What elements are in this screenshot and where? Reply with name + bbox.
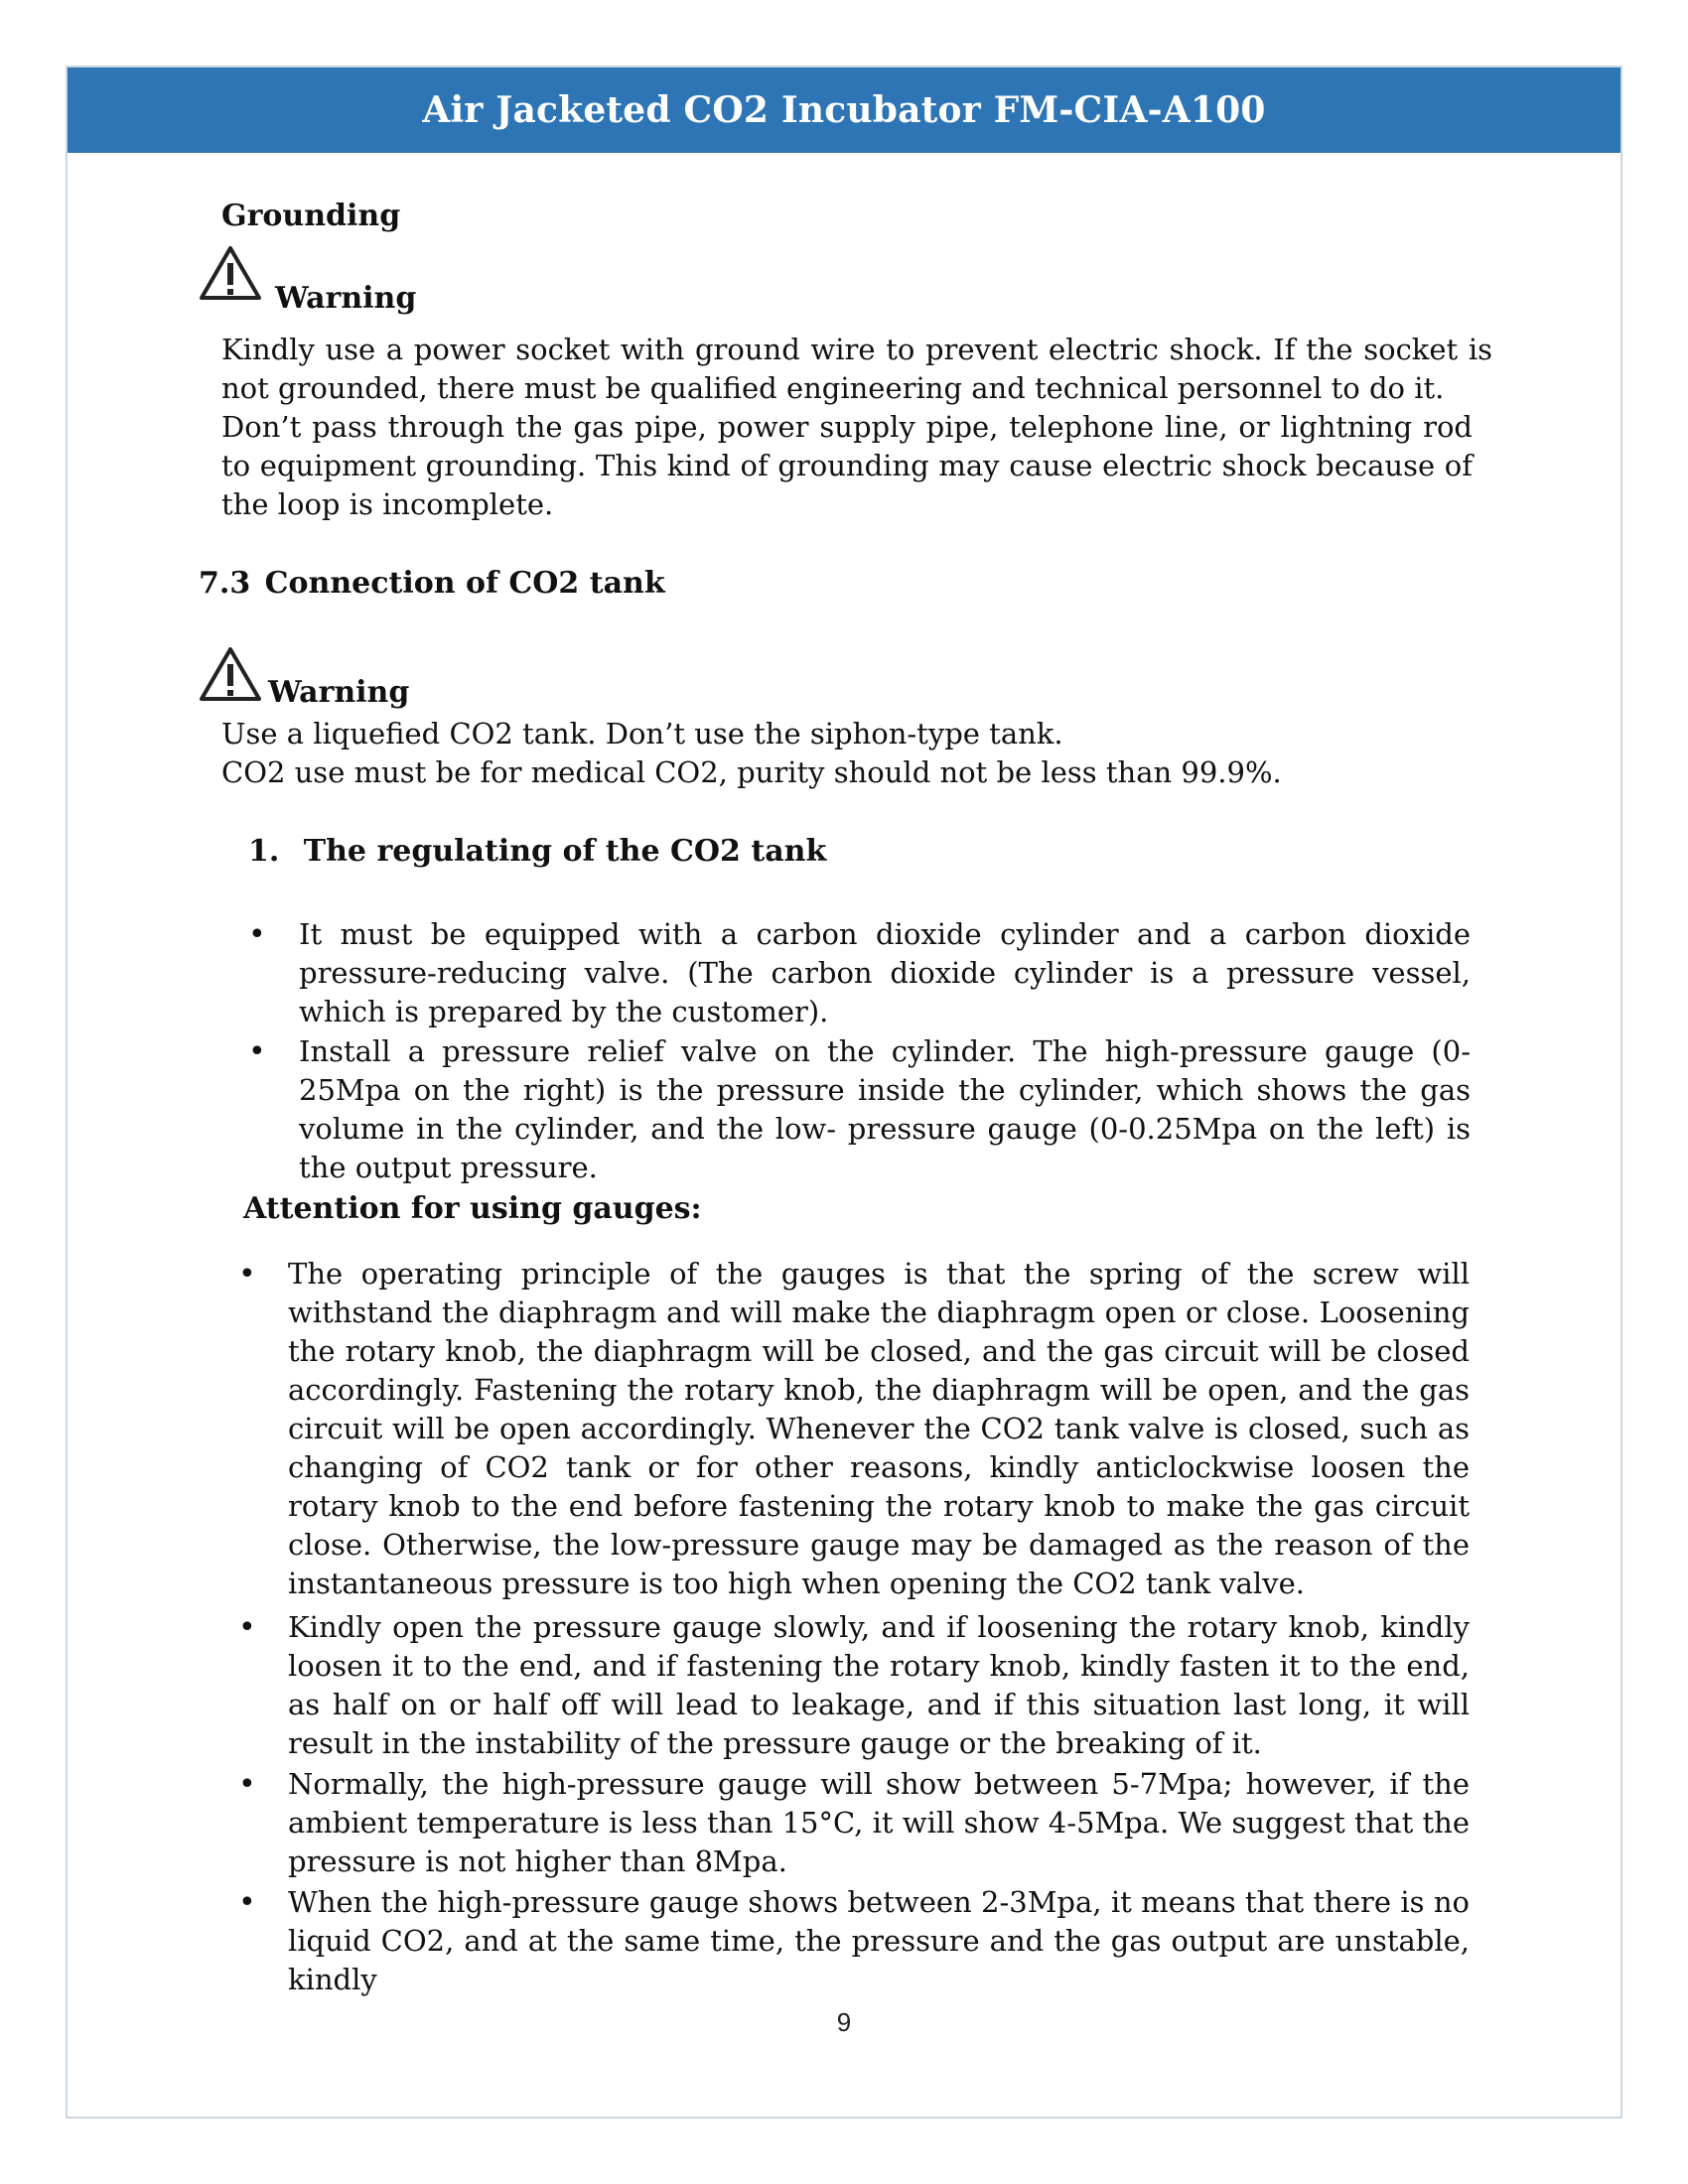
- grounding-paragraph-1: Kindly use a power socket with ground wire to prevent electric shock. If the socket is not grounded, there must be qualified engineering and technical personnel to do it.: [221, 333, 1492, 405]
- warning-triangle-icon: [199, 244, 262, 302]
- section-heading: [199, 566, 665, 601]
- regulating-heading: [248, 834, 826, 869]
- grounding-warning-label: Warning: [275, 281, 417, 316]
- bullet-icon: •: [238, 1257, 256, 1292]
- grounding-paragraph-2: Don’t pass through the gas pipe, power supply pipe, telephone line, or lightning rod to equipment grounding. This kind of grounding may cause electric shock because of the loop is incomplete.: [221, 410, 1473, 521]
- regulating-number: 1.: [248, 834, 280, 869]
- bullet-icon: •: [238, 1885, 256, 1920]
- page-number: 9: [836, 2007, 852, 2037]
- section-number: 7.3: [199, 566, 251, 601]
- section-warning-label: Warning: [268, 675, 410, 710]
- section-line-2: CO2 use must be for medical CO2, purity should not be less than 99.9%.: [221, 755, 1282, 789]
- attention-bullet-2: Kindly open the pressure gauge slowly, and if loosening the rotary knob, kindly loosen it to the end, and if fastening the rotary knob, kindly fasten it to the end, as half on or half off will lead to leakage, and if this situation last long, it will result in the instability of the pressure gauge or the breaking of it.: [288, 1610, 1470, 1760]
- attention-bullet-3: Normally, the high-pressure gauge will show between 5-7Mpa; however, if the ambient temperature is less than 15°C, it will show 4-5Mpa. We suggest that the pressure is not higher than 8Mpa.: [288, 1767, 1470, 1878]
- warning-triangle-icon: [199, 645, 262, 703]
- bullet-icon: •: [238, 1610, 256, 1645]
- bullet-icon: •: [248, 917, 266, 952]
- bullet-icon: •: [238, 1767, 256, 1802]
- regulating-bullet-1: It must be equipped with a carbon dioxide cylinder and a carbon dioxide pressure-reducing valve. (The carbon dioxide cylinder is a pressure vessel, which is prepared by the customer).: [299, 917, 1471, 1028]
- bullet-icon: •: [248, 1034, 266, 1069]
- attention-heading: Attention for using gauges:: [243, 1191, 702, 1226]
- attention-bullet-4: When the high-pressure gauge shows between 2-3Mpa, it means that there is no liquid CO2, and at the same time, the pressure and the gas output are unstable, kindly: [288, 1885, 1470, 1996]
- attention-bullet-1: The operating principle of the gauges is that the spring of the screw will withstand the diaphragm and will make the diaphragm open or close. Loosening the rotary knob, the diaphragm will be closed, and the gas circuit will be closed accordingly. Fastening the rotary knob, the diaphragm will be open, and the gas circuit will be open accordingly. Whenever the CO2 tank valve is closed, such as changing of CO2 tank or for other reasons, kindly anticlockwise loosen the rotary knob to the end before fastening the rotary knob to make the gas circuit close. Otherwise, the low-pressure gauge may be damaged as the reason of the instantaneous pressure is too high when opening the CO2 tank valve.: [288, 1257, 1470, 1600]
- regulating-bullet-2: Install a pressure relief valve on the cylinder. The high-pressure gauge (0-25Mpa on the right) is the pressure inside the cylinder, which shows the gas volume in the cylinder, and the low- pressure gauge (0-0.25Mpa on the left) is the output pressure.: [299, 1034, 1471, 1184]
- section-line-1: Use a liquefied CO2 tank. Don’t use the siphon-type tank.: [221, 717, 1063, 751]
- header-title: Air Jacketed CO2 Incubator FM-CIA-A100: [422, 89, 1266, 131]
- page-header: [68, 68, 1620, 153]
- section-title: Connection of CO2 tank: [264, 566, 665, 601]
- grounding-heading: Grounding: [221, 199, 401, 233]
- regulating-title: The regulating of the CO2 tank: [303, 834, 827, 869]
